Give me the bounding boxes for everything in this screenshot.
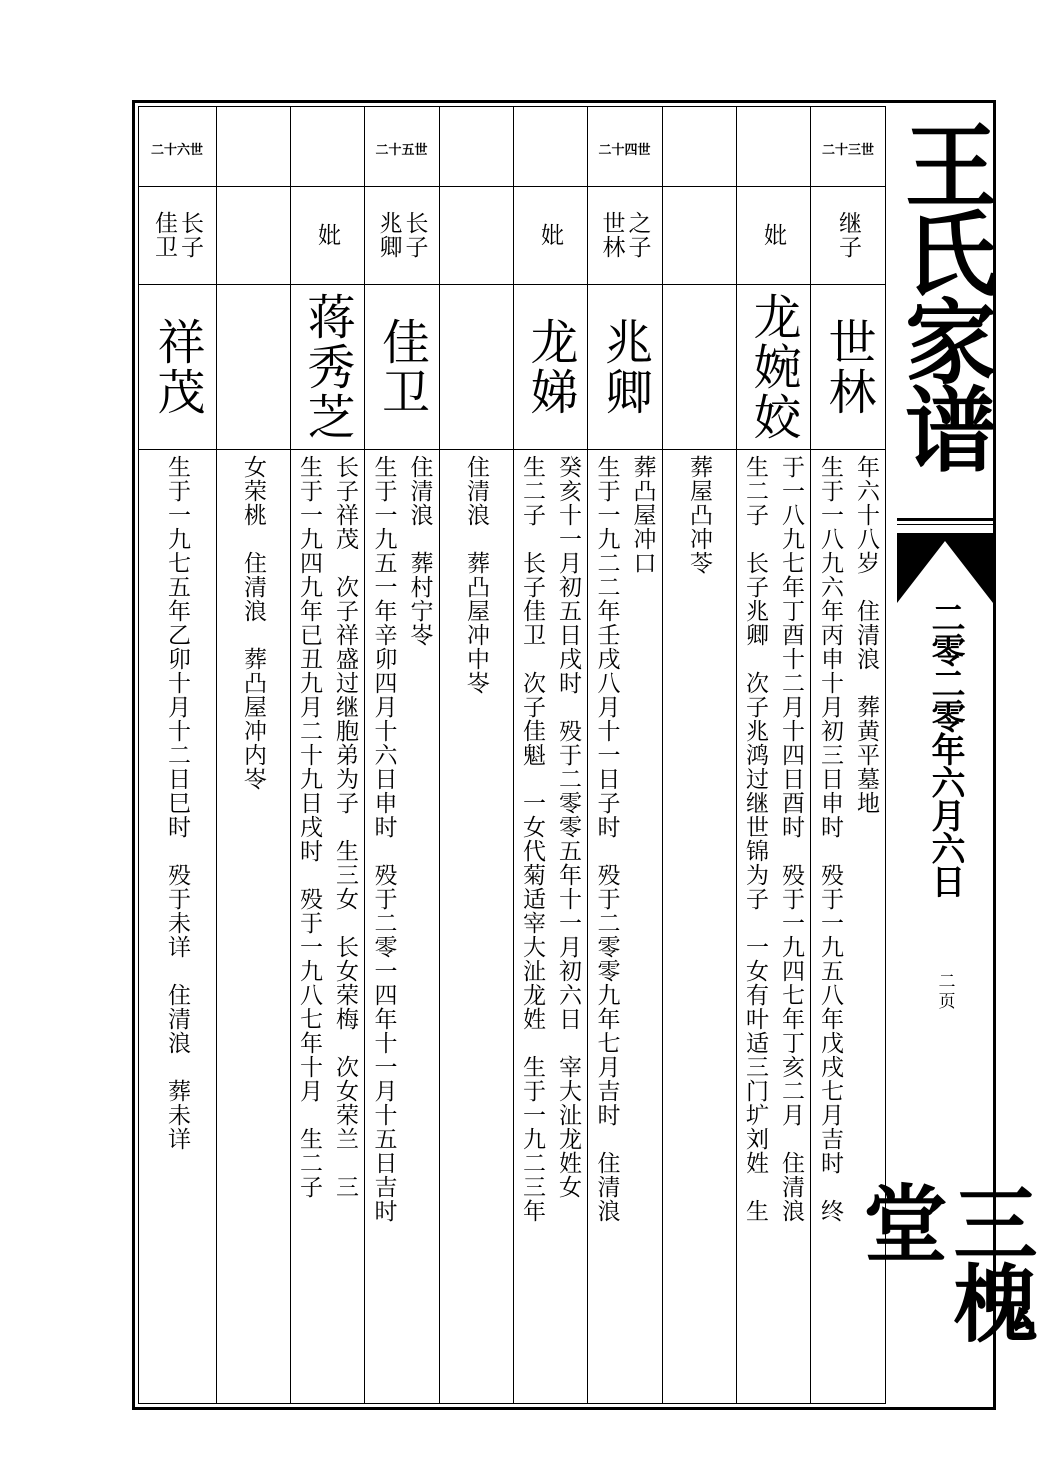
biography-line: 生于一九七五年乙卯十月十二日巳时 殁于未详 住清浪 葬未详: [164, 455, 190, 1151]
biography-line: 生于一八九六年丙申十月初三日申时 殁于一九五八年戊戌七月吉时 终: [817, 455, 843, 1223]
name-cell: [736, 288, 810, 446]
biography-line: 生于一九四九年已丑九月二十九日戌时 殁于一九八七年十月 生二子: [296, 455, 322, 1199]
biography-line: 生二子 长子佳卫 次子佳魁 一女代菊适宰大沚龙姓 生于一九二三年: [519, 455, 545, 1223]
name-cell: [810, 288, 886, 446]
biography-line: 生于一九五一年辛卯四月十六日申时 殁于二零一四年十一月十五日吉时: [370, 455, 397, 1223]
title-rule: [897, 518, 993, 521]
generation-cell: [662, 110, 736, 186]
name-cell: [587, 288, 662, 446]
generation-cell: [290, 110, 364, 186]
generation-label: 二十五世: [375, 142, 428, 158]
generation-label: 二十六世: [150, 142, 203, 158]
details-cell: [513, 455, 587, 1395]
row-divider: [138, 449, 886, 450]
details-cell: [662, 455, 736, 1395]
page-number: 二页: [934, 972, 955, 1012]
relation-text: 佳卫: [151, 211, 177, 259]
name-cell: [513, 288, 587, 446]
generation-cell: [364, 110, 439, 186]
biography-line: 生二子 长子兆卿 次子兆鸿过继世锦为子 一女有叶适三门圹刘姓 生: [742, 455, 768, 1223]
biography-line: 癸亥十一月初五日戌时 殁于二零零五年十一月初六日 宰大沚龙姓女: [555, 455, 581, 1199]
name-cell: [290, 288, 364, 446]
row-divider: [138, 284, 886, 285]
relation-cell: [364, 188, 439, 282]
relation-text: 长子: [177, 211, 203, 259]
details-cell: [138, 455, 216, 1395]
details-cell: [364, 455, 439, 1395]
relation-cell: [662, 188, 736, 282]
relation-text: 妣: [760, 223, 786, 247]
relation-text: 兆卿: [375, 211, 402, 259]
generation-cell: [138, 110, 216, 186]
relation-cell: [587, 188, 662, 282]
name-cell: [138, 288, 216, 446]
generation-cell: [587, 110, 662, 186]
book-title: 王氏家谱: [890, 118, 998, 470]
person-name: 龙娣: [522, 317, 578, 417]
biography-line: 住清浪 葬村宁岺: [406, 455, 433, 647]
title-rule-thin: [897, 524, 993, 525]
generation-cell: [216, 110, 290, 186]
relation-text: 之子: [624, 211, 651, 259]
biography-line: 葬屋凸冲苓: [686, 455, 712, 575]
details-cell: [736, 455, 810, 1395]
hall-name: 三槐堂: [850, 1180, 1039, 1340]
name-cell: [216, 288, 290, 446]
relation-text: 继子: [835, 211, 861, 259]
generation-cell: [513, 110, 587, 186]
biography-line: 年六十八岁 住清浪 葬黄平墓地: [853, 455, 879, 815]
relation-cell: [138, 188, 216, 282]
biography-line: 住清浪 葬凸屋冲中岺: [463, 455, 489, 695]
biography-line: 葬凸屋冲口: [629, 455, 656, 575]
details-cell: [439, 455, 513, 1395]
name-cell: [364, 288, 439, 446]
biography-line: 长子祥茂 次子祥盛过继胞弟为子 生三女 长女荣梅 次女荣兰 三: [332, 455, 358, 1199]
relation-text: 妣: [314, 223, 340, 247]
generation-cell: [439, 110, 513, 186]
relation-text: 妣: [537, 223, 563, 247]
generation-label: 二十四世: [598, 142, 651, 158]
person-name: 祥茂: [149, 317, 205, 417]
details-cell: [290, 455, 364, 1395]
relation-cell: [736, 188, 810, 282]
generation-label: 二十三世: [821, 142, 874, 158]
generation-cell: [810, 110, 886, 186]
person-name: 蒋秀芝: [299, 292, 355, 442]
person-name: 世林: [820, 317, 876, 417]
relation-text: 世林: [598, 211, 625, 259]
publication-date: 二零二零年六月六日: [925, 600, 965, 897]
details-cell: [587, 455, 662, 1395]
relation-cell: [439, 188, 513, 282]
fishtail-ornament: [897, 533, 993, 603]
biography-line: 于一八九七年丁酉十二月十四日酉时 殁于一九四七年丁亥二月 住清浪: [778, 455, 804, 1223]
relation-cell: [810, 188, 886, 282]
biography-line: 生于一九二二年壬戌八月十一日子时 殁于二零零九年七月吉时 住清浪: [593, 455, 620, 1223]
relation-cell: [513, 188, 587, 282]
generation-cell: [736, 110, 810, 186]
details-cell: [216, 455, 290, 1395]
relation-cell: [216, 188, 290, 282]
person-name: 兆卿: [596, 317, 653, 417]
relation-cell: [290, 188, 364, 282]
biography-line: 女荣桃 住清浪 葬凸屋冲内岺: [240, 455, 266, 791]
relation-text: 长子: [401, 211, 428, 259]
person-name: 佳卫: [373, 317, 430, 417]
row-divider: [138, 186, 886, 187]
name-cell: [662, 288, 736, 446]
person-name: 龙婉姣: [745, 292, 801, 442]
name-cell: [439, 288, 513, 446]
